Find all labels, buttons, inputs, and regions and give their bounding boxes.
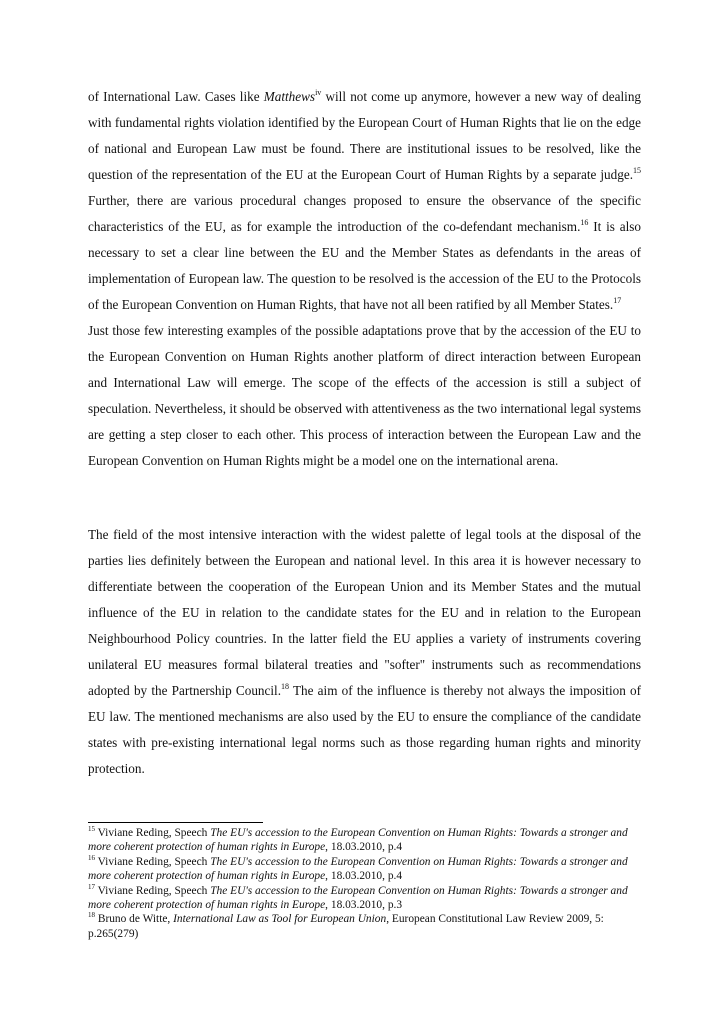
footnote-ref[interactable]: 15 [633,166,641,175]
footnote-ref[interactable]: 17 [613,296,622,305]
footnote: $^{15}$ Viviane Reding, Speech The EU's accession to the European Convention on Human Rights: Towards a stronger and more coherent protection of human rights in Europe, 18.03.2010, p.4 [88,825,628,854]
footnote: $^{16}$ Viviane Reding, Speech The EU's accession to the European Convention on Human Rights: Towards a stronger and more coherent protection of human rights in Europe, 18.03.2010, p.4 [88,853,628,883]
footnote-ref[interactable]: 18 [281,682,289,691]
footnote-divider [88,822,263,823]
case-name: Matthews [263,89,316,104]
endnote-marker: iv [315,88,322,97]
footnote: $^{17}$ Viviane Reding, Speech The EU's accession to the European Convention on Human Rights: Towards a stronger and more coherent protection of human rights in Europe, 18.03.2010, p.3 [88,882,628,912]
paragraph: The field of the most intensive interaction with the widest palette of legal tools at the disposal of the parties lies definitely between the European and national level. In this area it is however necessary to differentiate between the cooperation of the European Union and its Member States and the mutual influence of the EU in relation to the candidate states for the EU and in relation to the European Neighbourhood Policy countries. In the latter field the EU applies a variety of instruments covering unilateral EU measures formal bilateral treaties and "softer" instruments such as recommendations adopted by the Partnership Council.$^{18}$ The aim of the influence is thereby not always the imposition of EU law. The mentioned mechanisms are also used by the EU to ensure the compliance of the candidate states with pre-existing international legal norms such as those regarding human rights and minority protection. [88,527,641,776]
footnote: $^{18}$ Bruno de Witte, International Law as Tool for European Union, European Constitutional Law Review 2009, 5: p.265(279) [88,911,604,940]
footnotes [88,826,641,941]
body-text [88,84,641,782]
paragraph: of International Law. Cases like Matthews$^{iv}$ will not come up anymore, however a new way of dealing with fundamental rights violation identified by the European Court of Human Rights that lie on the edge of national and European Law must be found. There are institutional issues to be resolved, like the question of the representation of the EU at the European Court of Human Rights by a separate judge.$^{15}$ Further, there are various procedural changes proposed to ensure the observance of the specific characteristics of the EU, as for example the introduction of the co-defendant mechanism.$^{16}$ It is also necessary to set a clear line between the EU and the Member States as defendants in the areas of implementation of European law. The question to be resolved is the accession of the EU to the Protocols of the European Convention on Human Rights, that have not all been ratified by all Member States.$^{17}$ [88,88,642,312]
paragraph: Just those few interesting examples of the possible adaptations prove that by the accession of the EU to the European Convention on Human Rights another platform of direct interaction between European and International Law will emerge. The scope of the effects of the accession is still a subject of speculation. Nevertheless, it should be observed with attentiveness as the two international legal systems are getting a step closer to each other. This process of interaction between the European Law and the European Convention on Human Rights might be a model one on the international arena. [88,323,641,468]
footnote-ref[interactable]: 16 [580,218,589,227]
